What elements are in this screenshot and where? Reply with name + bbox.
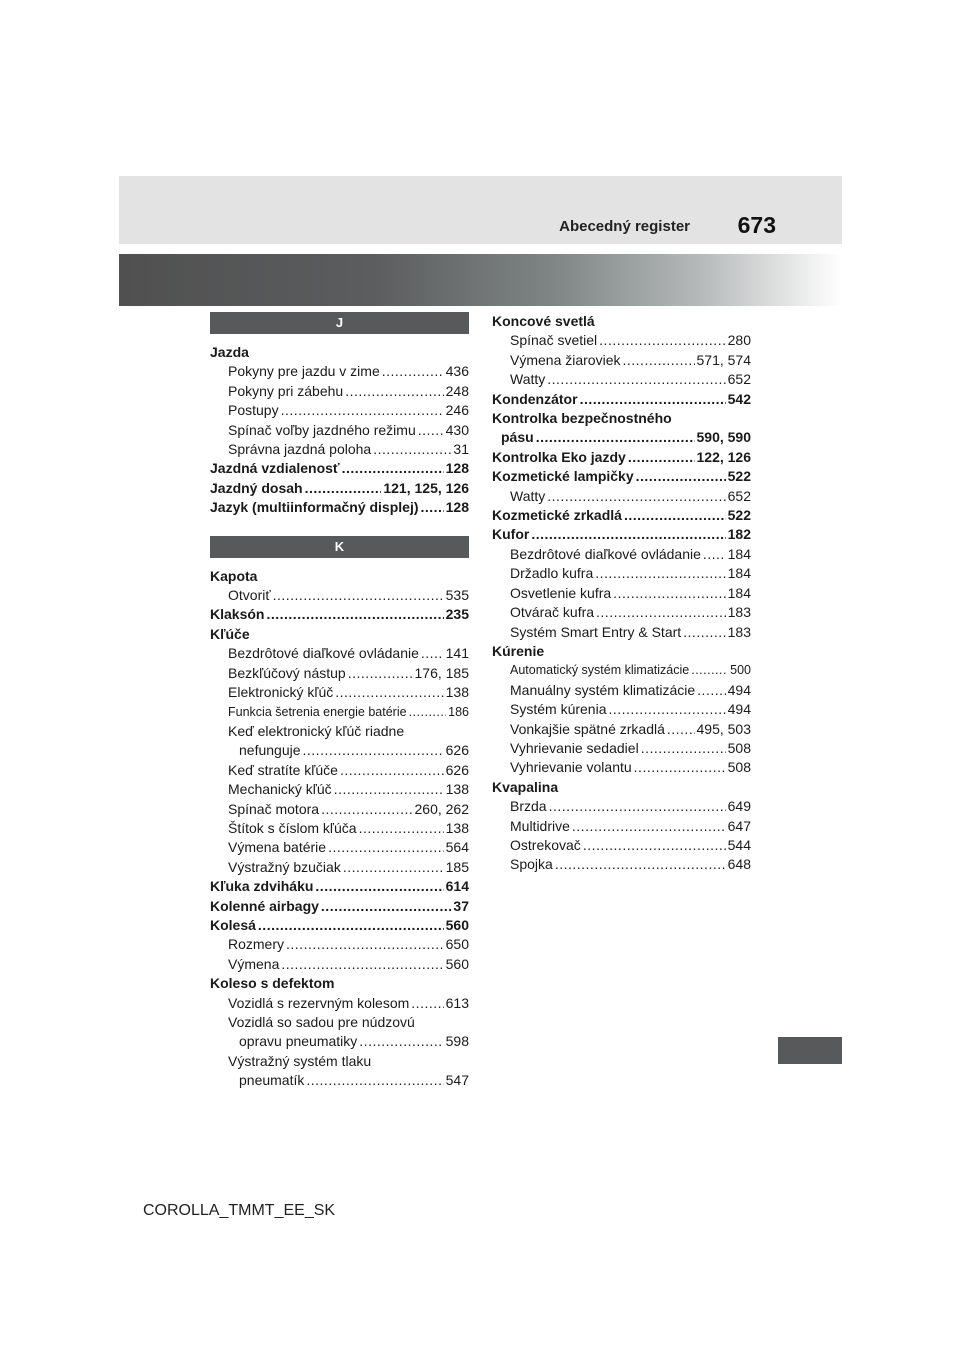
index-entry-term: Kvapalina [492,778,559,795]
index-entry-term: Kozmetické zrkadlá [492,507,622,524]
index-entry-page: 280 [727,332,751,349]
index-entry-page: 614 [445,878,469,895]
index-entry-page: 37 [453,897,469,914]
index-entry [210,877,469,896]
index-entry [210,974,469,993]
dot-leader [628,448,695,467]
index-entry-term: Funkcia šetrenia energie batérie [228,704,407,719]
index-entry-term: Vonkajšie spätné zrkadlá [510,720,665,737]
index-entry-page: 122, 126 [696,448,751,465]
index-entry-term: Spínač voľby jazdného režimu [228,421,416,438]
index-entry [210,343,469,362]
index-entry-term: pneumatík [239,1072,305,1089]
dot-leader [342,459,444,478]
index-list-k [210,567,469,1091]
index-entry-term: Manuálny systém klimatizácie [510,681,696,698]
index-entry-page: 522 [727,507,751,524]
document-code: COROLLA_TMMT_EE_SK [143,1202,336,1219]
index-entry-page: 183 [727,623,751,640]
index-entry-page: 138 [445,819,469,836]
index-entry-page: 184 [727,584,751,601]
dot-leader [547,370,725,389]
dot-leader [373,440,451,459]
index-entry [210,916,469,935]
index-entry-term: Otvoriť [228,587,271,604]
index-entry-page: 508 [727,739,751,756]
index-entry-page: 121, 125, 126 [383,479,469,496]
index-entry-term: Kapota [210,567,258,584]
index-entry [210,722,469,741]
index-entry [210,994,469,1013]
index-entry [492,390,751,409]
index-entry [210,605,469,624]
index-entry-page: 522 [727,468,751,485]
index-entry-term: Spínač motora [228,800,320,817]
index-entry [210,1032,469,1051]
index-entry [492,778,751,797]
index-entry-term: Kľúče [210,625,250,642]
dot-leader [683,623,725,642]
dot-leader [305,479,382,498]
index-entry [210,498,469,517]
index-entry-page: 508 [727,759,751,776]
dot-leader [421,498,444,517]
dot-leader [536,428,695,447]
index-entry [210,567,469,586]
index-entry-page: 649 [727,798,751,815]
index-entry [492,506,751,525]
index-entry [210,625,469,644]
index-entry-page: 183 [727,604,751,621]
index-entry-page: 494 [727,681,751,698]
dot-leader [421,644,444,663]
index-entry-term: Spojka [510,856,553,873]
letter-heading-k: K [210,536,469,558]
index-entry-term: Jazdná vzdialenosť [210,460,340,477]
index-entry-page: 235 [445,606,469,623]
index-list-j [210,343,469,518]
index-entry [492,564,751,583]
index-entry-page: 184 [727,565,751,582]
index-entry-term: Bezdrôtové diaľkové ovládanie [228,645,419,662]
index-entry-page: 138 [445,684,469,701]
index-entry [492,428,751,447]
index-entry-page: 185 [445,858,469,875]
index-entry-term: Výmena [228,955,280,972]
index-entry [210,459,469,478]
index-entry-term: Elektronický kľúč [228,684,334,701]
index-entry [492,758,751,777]
index-entry [210,741,469,760]
dot-leader [340,761,444,780]
index-entry [210,644,469,663]
index-entry-term: Koleso s defektom [210,975,335,992]
index-entry [492,720,751,739]
index-entry [492,642,751,661]
index-entry-page: 500 [730,663,751,678]
index-entry-term: Rozmery [228,936,285,953]
decorative-gradient-band [119,254,842,306]
index-entry [210,1013,469,1032]
dot-leader [334,780,444,799]
index-entry-term: Držadlo kufra [510,565,594,582]
dot-leader [549,797,726,816]
index-entry-page: 495, 503 [696,720,751,737]
index-entry [210,819,469,838]
index-entry-term: Výmena batérie [228,839,327,856]
dot-leader [608,700,725,719]
index-entry-term: Otvárač kufra [510,604,595,621]
dot-leader [315,877,443,896]
index-entry-term: Jazyk (multiinformačný displej) [210,499,419,516]
index-entry-page: 598 [445,1033,469,1050]
index-entry [210,683,469,702]
index-entry [492,409,751,428]
dot-leader [555,855,726,874]
index-entry [210,362,469,381]
dot-leader [273,586,444,605]
index-entry-page: 184 [727,545,751,562]
index-entry-page: 430 [445,421,469,438]
index-entry-term: Systém kúrenia [510,701,607,718]
index-entry-term: Pokyny pre jazdu v zime [228,363,380,380]
index-entry-term: opravu pneumatiky [239,1033,358,1050]
dot-leader [328,838,444,857]
index-entry-term: Spínač svetiel [510,332,598,349]
index-entry-term: Výstražný systém tlaku [228,1052,372,1069]
index-entry-term: Pokyny pri zábehu [228,382,344,399]
dot-leader [641,739,726,758]
dot-leader [599,331,725,350]
index-entry-page: 560 [445,916,469,933]
index-entry [492,797,751,816]
index-entry [210,703,469,722]
index-entry-term: pásu [501,429,534,446]
index-entry-page: 626 [445,742,469,759]
index-entry-term: Kolenné airbagy [210,897,319,914]
index-entry [210,955,469,974]
index-column-right [492,312,751,875]
index-entry [210,440,469,459]
index-entry-page: 652 [727,487,751,504]
index-entry [492,584,751,603]
index-entry-term: Postupy [228,402,279,419]
index-entry [210,780,469,799]
index-entry [492,855,751,874]
index-entry-term: Výstražný bzučiak [228,858,341,875]
index-entry-term: Automatický systém klimatizácie [510,663,690,678]
index-entry-page: 648 [727,856,751,873]
index-entry [210,838,469,857]
dot-leader [691,661,728,680]
dot-leader [634,758,726,777]
dot-leader [281,955,443,974]
dot-leader [580,390,726,409]
index-entry-page: 560 [445,955,469,972]
index-column-left [210,312,469,1091]
index-entry-term: Bezkľúčový nástup [228,664,346,681]
dot-leader [409,703,447,722]
index-entry-term: Keď elektronický kľúč riadne [228,722,405,739]
index-entry [210,800,469,819]
index-entry-page: 248 [445,382,469,399]
index-entry [210,897,469,916]
index-entry-page: 128 [445,499,469,516]
index-entry-page: 138 [445,781,469,798]
dot-leader [286,935,444,954]
index-entry-term: Ostrekovač [510,836,581,853]
index-entry-page: 535 [445,587,469,604]
index-entry-term: Koncové svetlá [492,313,595,329]
index-entry-term: Kolesá [210,916,256,933]
index-entry-term: Jazda [210,344,249,360]
index-entry-term: Vyhrievanie sedadiel [510,739,639,756]
index-entry-term: Systém Smart Entry & Start [510,623,682,640]
index-list-k-continued [492,312,751,875]
index-entry [210,401,469,420]
index-entry-term: Kúrenie [492,642,545,659]
dot-leader [303,741,444,760]
dot-leader [359,1032,443,1051]
dot-leader [595,564,725,583]
index-entry [492,525,751,544]
dot-leader [531,525,725,544]
index-entry [210,664,469,683]
index-entry-page: 544 [727,836,751,853]
index-entry-page: 128 [445,460,469,477]
index-entry [492,448,751,467]
dot-leader [343,858,444,877]
dot-leader [335,683,443,702]
index-entry-term: Výmena žiaroviek [510,351,621,368]
index-entry [492,370,751,389]
index-entry-term: Multidrive [510,817,570,834]
index-entry-term: Kufor [492,526,530,543]
dot-leader [667,720,695,739]
index-entry [210,1071,469,1090]
section-title: Abecedný register [559,218,690,235]
index-entry-page: 613 [445,994,469,1011]
index-entry-page: 494 [727,701,751,718]
index-entry-term: Kontrolka bezpečnostného [492,410,672,427]
index-entry [210,935,469,954]
dot-leader [547,487,725,506]
dot-leader [321,800,412,819]
index-entry [210,479,469,498]
index-entry-page: 186 [448,704,469,719]
dot-leader [703,545,726,564]
index-entry [210,382,469,401]
index-entry-term: Kľuka zdviháku [210,878,314,895]
dot-leader [596,603,726,622]
dot-leader [258,916,444,935]
index-entry [492,661,751,680]
index-entry-term: Kozmetické lampičky [492,468,634,485]
index-entry-page: 436 [445,363,469,380]
index-entry-page: 571, 574 [696,351,751,368]
index-entry [492,623,751,642]
index-entry-term: Brzda [510,798,547,815]
dot-leader [411,994,443,1013]
index-entry [492,739,751,758]
index-entry [492,487,751,506]
index-entry [492,331,751,350]
index-entry [492,603,751,622]
index-entry-page: 647 [727,817,751,834]
dot-leader [624,506,726,525]
index-entry [492,700,751,719]
index-entry-term: Mechanický kľúč [228,781,332,798]
index-entry [492,351,751,370]
index-entry-page: 590, 590 [696,429,751,446]
index-entry-page: 542 [727,390,751,407]
index-entry [210,421,469,440]
index-entry [492,467,751,486]
index-entry-term: Watty [510,371,546,388]
index-entry [492,836,751,855]
index-entry-term: Watty [510,487,546,504]
index-entry-page: 182 [727,526,751,543]
dot-leader [348,664,413,683]
dot-leader [572,817,726,836]
index-entry-term: Vozidlá so sadou pre núdzovú [228,1014,415,1030]
dot-leader [636,467,726,486]
index-entry-term: Keď stratíte kľúče [228,761,338,778]
index-entry [210,761,469,780]
index-entry-page: 652 [727,371,751,388]
index-entry-page: 626 [445,761,469,778]
index-entry-term: Jazdný dosah [210,479,303,496]
index-entry-term: Klaksón [210,606,265,623]
index-entry-page: 260, 262 [414,800,469,817]
index-entry-term: Osvetlenie kufra [510,584,612,601]
dot-leader [359,819,444,838]
header-band [119,176,842,244]
index-entry [492,312,751,331]
index-entry [210,1052,469,1071]
dot-leader [345,382,443,401]
dot-leader [281,401,444,420]
dot-leader [266,605,443,624]
index-entry-term: Kontrolka Eko jazdy [492,448,626,465]
index-entry-term: nefunguje [239,742,301,759]
index-entry-page: 176, 185 [414,664,469,681]
index-entry-term: Správna jazdná poloha [228,441,372,458]
dot-leader [623,351,695,370]
chapter-tab [778,1037,842,1064]
index-entry-page: 650 [445,936,469,953]
dot-leader [583,836,726,855]
dot-leader [321,897,452,916]
index-entry-page: 141 [445,645,469,662]
index-entry-page: 31 [453,441,469,458]
dot-leader [697,681,725,700]
dot-leader [418,421,444,440]
index-entry [492,545,751,564]
index-entry [210,858,469,877]
index-entry [492,817,751,836]
dot-leader [306,1071,443,1090]
index-entry-page: 564 [445,839,469,856]
index-entry-page: 547 [445,1072,469,1089]
index-entry [492,681,751,700]
page-number: 673 [737,212,776,238]
dot-leader [382,362,444,381]
index-entry-term: Vozidlá s rezervným kolesom [228,994,410,1011]
index-entry-term: Štítok s číslom kľúča [228,819,357,836]
index-entry-term: Kondenzátor [492,390,578,407]
letter-heading-j: J [210,312,469,334]
dot-leader [613,584,725,603]
index-entry-term: Vyhrievanie volantu [510,759,632,776]
index-entry-page: 246 [445,402,469,419]
index-entry [210,586,469,605]
index-entry-term: Bezdrôtové diaľkové ovládanie [510,545,701,562]
